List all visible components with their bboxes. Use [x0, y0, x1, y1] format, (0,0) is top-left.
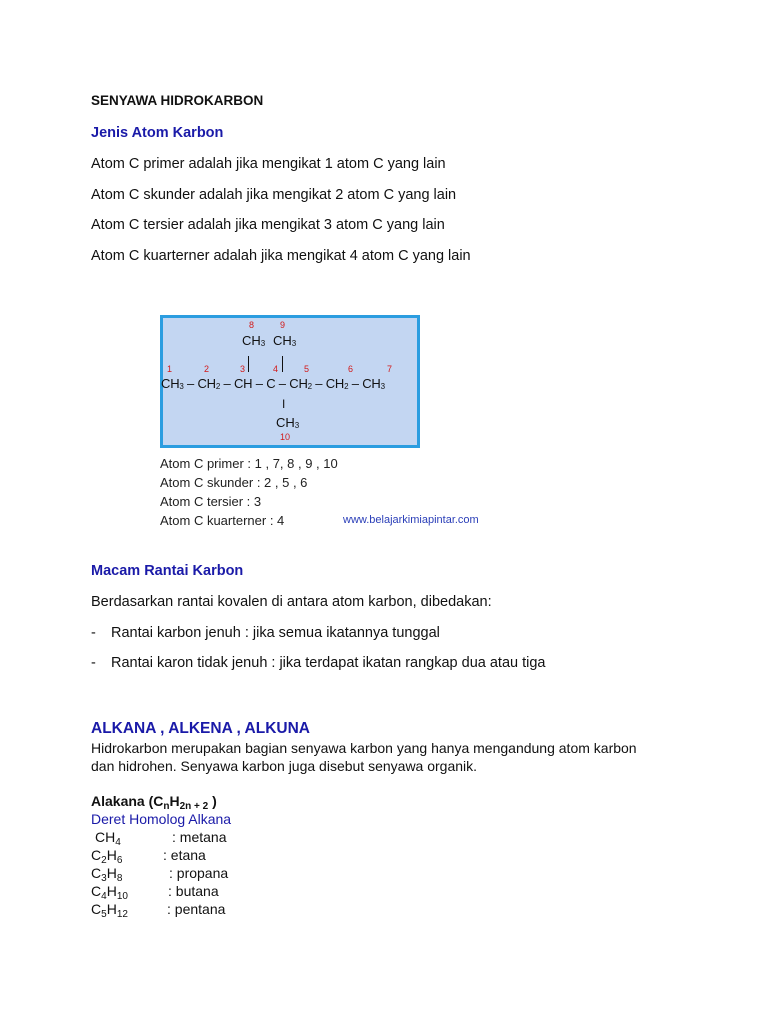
carbon-number: 8 [249, 320, 255, 330]
list-item: Atom C tersier : 3 [160, 494, 262, 509]
paragraph-line: Berdasarkan rantai kovalen di antara atom karbon, dibedakan: [91, 594, 492, 610]
list-item: Atom C kuarterner : 4 [160, 513, 285, 528]
carbon-number: 9 [280, 320, 286, 330]
paragraph-line: Atom C tersier adalah jika mengikat 3 atom C yang lain [91, 217, 445, 233]
main-carbon-chain: $CH_3 - CH_2$ – CH – C – $CH_2 - CH_2 - CH_3$ [161, 376, 385, 391]
section-title-macam-rantai: Macam Rantai Karbon [91, 563, 244, 579]
compound-formula: $C_3H_8$ [91, 865, 123, 884]
carbon-number: 3 [240, 364, 246, 374]
bond-line: I [282, 397, 286, 411]
paragraph-line: Atom C kuarterner adalah jika mengikat 4 atom C yang lain [91, 248, 471, 264]
methyl-group: $CH_3$ [242, 333, 266, 348]
compound-name: : etana [163, 847, 206, 863]
compound-formula: $C_5H_{12}$ [91, 901, 128, 920]
paragraph-line: Hidrokarbon merupakan bagian senyawa karbon yang hanya mengandung atom karbon [91, 740, 637, 756]
website-watermark: www.belajarkimiapintar.com [343, 514, 479, 526]
compound-name: : propana [169, 865, 229, 881]
compound-name: : butana [168, 883, 219, 899]
methyl-group: $CH_3$ [276, 415, 300, 430]
bond-line [282, 356, 283, 372]
list-item: Atom C primer : 1 , 7, 8 , 9 , 10 [160, 456, 338, 471]
section-title-alkana: ALKANA , ALKENA , ALKUNA [91, 720, 310, 737]
carbon-number: 7 [387, 364, 393, 374]
bond-line [248, 356, 249, 372]
compound-name: : pentana [167, 901, 226, 917]
compound-formula: $CH_4$ [95, 829, 121, 848]
paragraph-line: dan hidrohen. Senyawa karbon juga disebut senyawa organik. [91, 758, 478, 774]
compound-name: : metana [172, 829, 227, 845]
alkana-formula-title: Alakana ($C_nH_{2n + 2}$ ) [91, 793, 217, 812]
list-item: - Rantai karon tidak jenuh : jika terdapat ikatan rangkap dua atau tiga [91, 655, 546, 671]
list-item: - Rantai karbon jenuh : jika semua ikatannya tunggal [91, 625, 440, 641]
carbon-number: 10 [280, 432, 291, 442]
carbon-number: 6 [348, 364, 354, 374]
series-title: Deret Homolog Alkana [91, 811, 232, 827]
carbon-number: 2 [204, 364, 210, 374]
carbon-number: 4 [273, 364, 279, 374]
methyl-group: $CH_3$ [273, 333, 297, 348]
structure-diagram [160, 315, 420, 448]
compound-formula: $C_2H_6$ [91, 847, 123, 866]
list-item: Atom C skunder : 2 , 5 , 6 [160, 475, 308, 490]
section-title-jenis-atom: Jenis Atom Karbon [91, 125, 224, 141]
compound-formula: $C_4H_{10}$ [91, 883, 128, 902]
document-heading: SENYAWA HIDROKARBON [91, 93, 264, 108]
carbon-number: 1 [167, 364, 173, 374]
paragraph-line: Atom C skunder adalah jika mengikat 2 atom C yang lain [91, 187, 457, 203]
carbon-number: 5 [304, 364, 310, 374]
paragraph-line: Atom C primer adalah jika mengikat 1 atom C yang lain [91, 156, 446, 172]
